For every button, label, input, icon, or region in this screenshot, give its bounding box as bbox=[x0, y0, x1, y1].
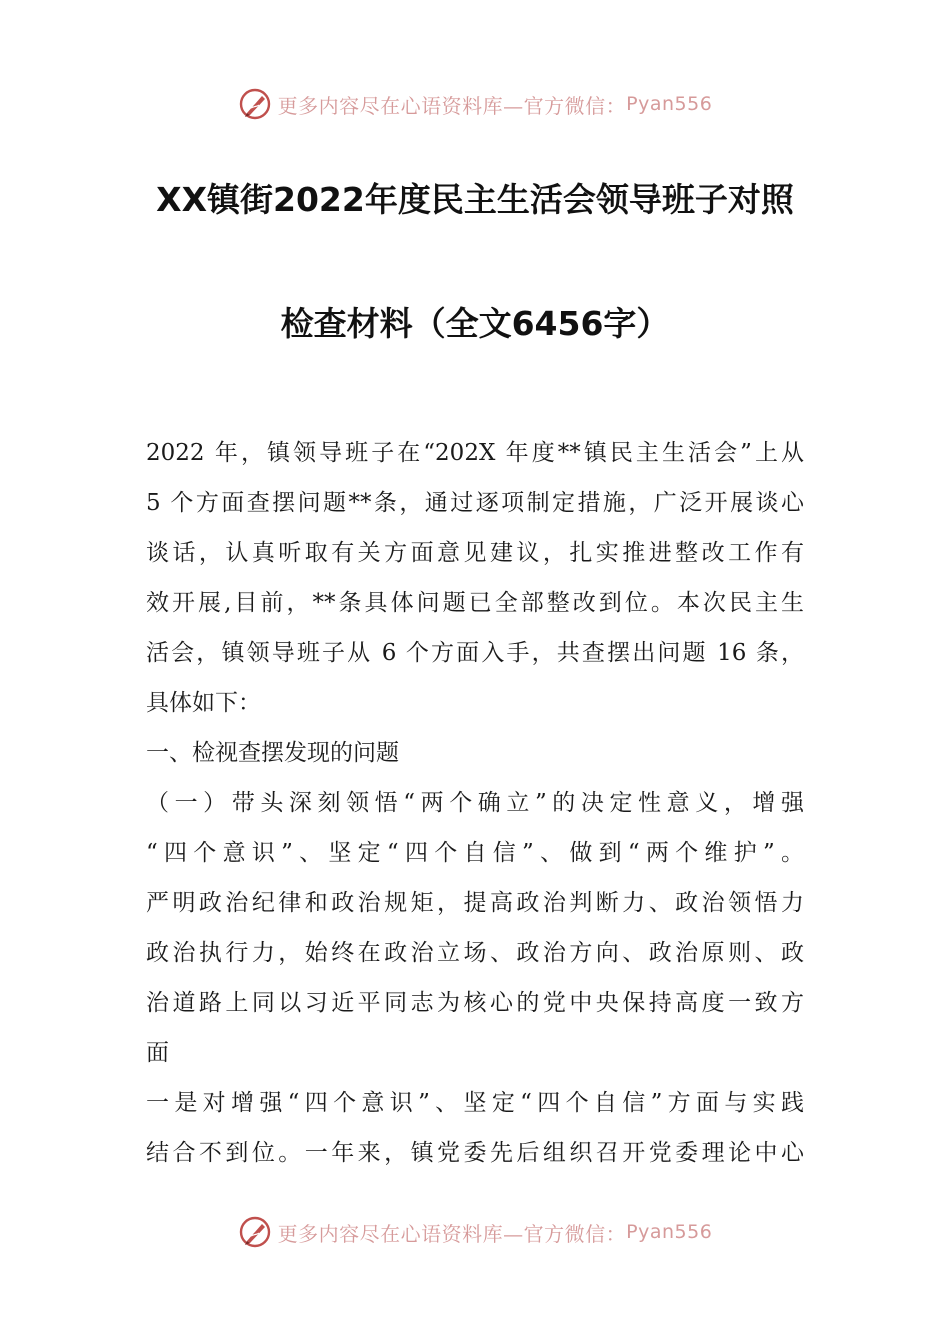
body-line: （一）带头深刻领悟“两个确立”的决定性意义，增强 bbox=[146, 790, 804, 816]
body-line: 活会，镇领导班子从 6 个方面入手，共查摆出问题 16 条， bbox=[146, 640, 804, 666]
watermark-text: 更多内容尽在心语资料库—官方微信： bbox=[277, 93, 627, 118]
header-watermark bbox=[0, 82, 950, 126]
document-title-line-1: XX镇街2022年度民主生活会领导班子对照 bbox=[156, 180, 794, 219]
footer-watermark bbox=[0, 1210, 950, 1254]
watermark-wechat-id: Pyan556 bbox=[626, 93, 713, 115]
body-line: 2022 年，镇领导班子在“202X 年度**镇民主生活会”上从 bbox=[146, 440, 804, 466]
pen-logo-icon bbox=[238, 87, 272, 121]
body-line: 严明政治纪律和政治规矩，提高政治判断力、政治领悟力 bbox=[146, 890, 804, 916]
body-line: “四个意识”、坚定“四个自信”、做到“两个维护”。 bbox=[146, 840, 804, 866]
section-heading: 一、检视查摆发现的问题 bbox=[146, 740, 399, 766]
pen-logo-icon bbox=[238, 1215, 272, 1249]
body-line: 谈话，认真听取有关方面意见建议，扎实推进整改工作有 bbox=[146, 540, 804, 566]
watermark-text: 更多内容尽在心语资料库—官方微信： bbox=[277, 1221, 627, 1246]
watermark-wechat-id: Pyan556 bbox=[626, 1221, 713, 1243]
body-line: 效开展,目前，**条具体问题已全部整改到位。本次民主生 bbox=[146, 590, 804, 616]
body-line: 政治执行力，始终在政治立场、政治方向、政治原则、政 bbox=[146, 940, 804, 966]
document-title-line-2: 检查材料（全文6456字） bbox=[280, 304, 670, 343]
body-line: 具体如下： bbox=[146, 690, 261, 716]
body-line: 治道路上同以习近平同志为核心的党中央保持高度一致方 bbox=[146, 990, 804, 1016]
body-line: 面 bbox=[146, 1040, 169, 1066]
body-line: 一是对增强“四个意识”、坚定“四个自信”方面与实践 bbox=[146, 1090, 804, 1116]
body-line: 结合不到位。一年来，镇党委先后组织召开党委理论中心 bbox=[146, 1140, 804, 1166]
body-line: 5 个方面查摆问题**条，通过逐项制定措施，广泛开展谈心 bbox=[146, 490, 804, 516]
